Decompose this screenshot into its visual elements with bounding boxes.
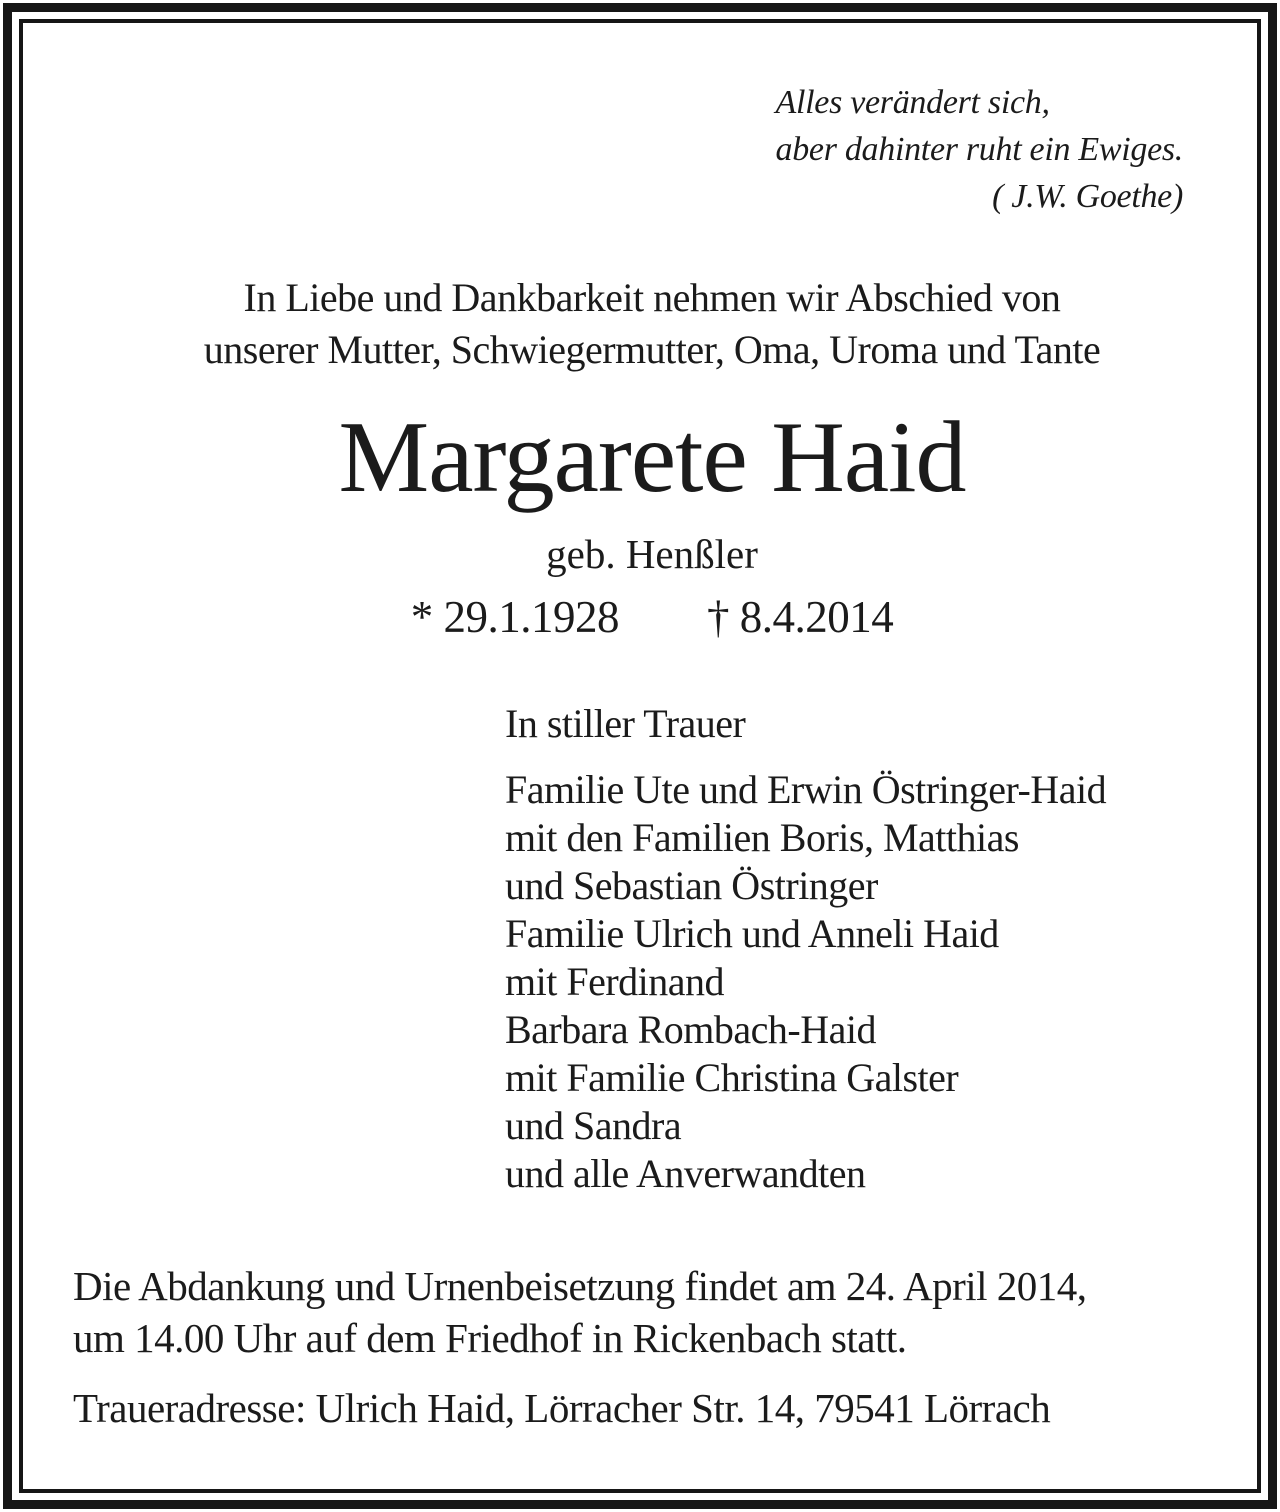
funeral-line-2: um 14.00 Uhr auf dem Friedhof in Rickenbach statt.: [73, 1315, 907, 1361]
quote-attribution: ( J.W. Goethe): [992, 178, 1183, 215]
intro-line-1: In Liebe und Dankbarkeit nehmen wir Abschied von: [243, 275, 1061, 320]
death-date: † 8.4.2014: [707, 592, 894, 642]
family-line: und alle Anverwandten: [505, 1151, 866, 1196]
family-line: und Sebastian Östringer: [505, 863, 878, 908]
family-line: mit Familie Christina Galster: [505, 1055, 959, 1100]
intro-line-2: unserer Mutter, Schwiegermutter, Oma, Uroma und Tante: [203, 327, 1101, 372]
family-line: mit den Familien Boris, Matthias: [505, 815, 1019, 860]
family-line: mit Ferdinand: [505, 959, 725, 1004]
mourning-block: [505, 700, 1207, 1198]
funeral-info: [73, 1260, 1207, 1364]
life-dates: [97, 590, 1207, 644]
family-line: und Sandra: [505, 1103, 682, 1148]
family-line: Familie Ulrich und Anneli Haid: [505, 911, 999, 956]
deceased-name: Margarete Haid: [338, 401, 966, 514]
notice-content: [23, 23, 1257, 1489]
family-line: Barbara Rombach-Haid: [505, 1007, 876, 1052]
intro-text: [97, 272, 1207, 376]
birth-date: * 29.1.1928: [410, 592, 619, 642]
quote-line-2: aber dahinter ruht ein Ewiges.: [775, 131, 1183, 168]
mourning-address: Traueradresse: Ulrich Haid, Lörracher Str. 14, 79541 Lörrach: [73, 1385, 1051, 1431]
quote-line-1: Alles verändert sich,: [775, 84, 1050, 121]
family-line: Familie Ute und Erwin Östringer-Haid: [505, 767, 1107, 812]
maiden-name: geb. Henßler: [546, 531, 758, 577]
mourning-heading: In stiller Trauer: [505, 701, 746, 746]
funeral-line-1: Die Abdankung und Urnenbeisetzung findet am 24. April 2014,: [73, 1263, 1087, 1309]
quote-block: [73, 79, 1207, 220]
